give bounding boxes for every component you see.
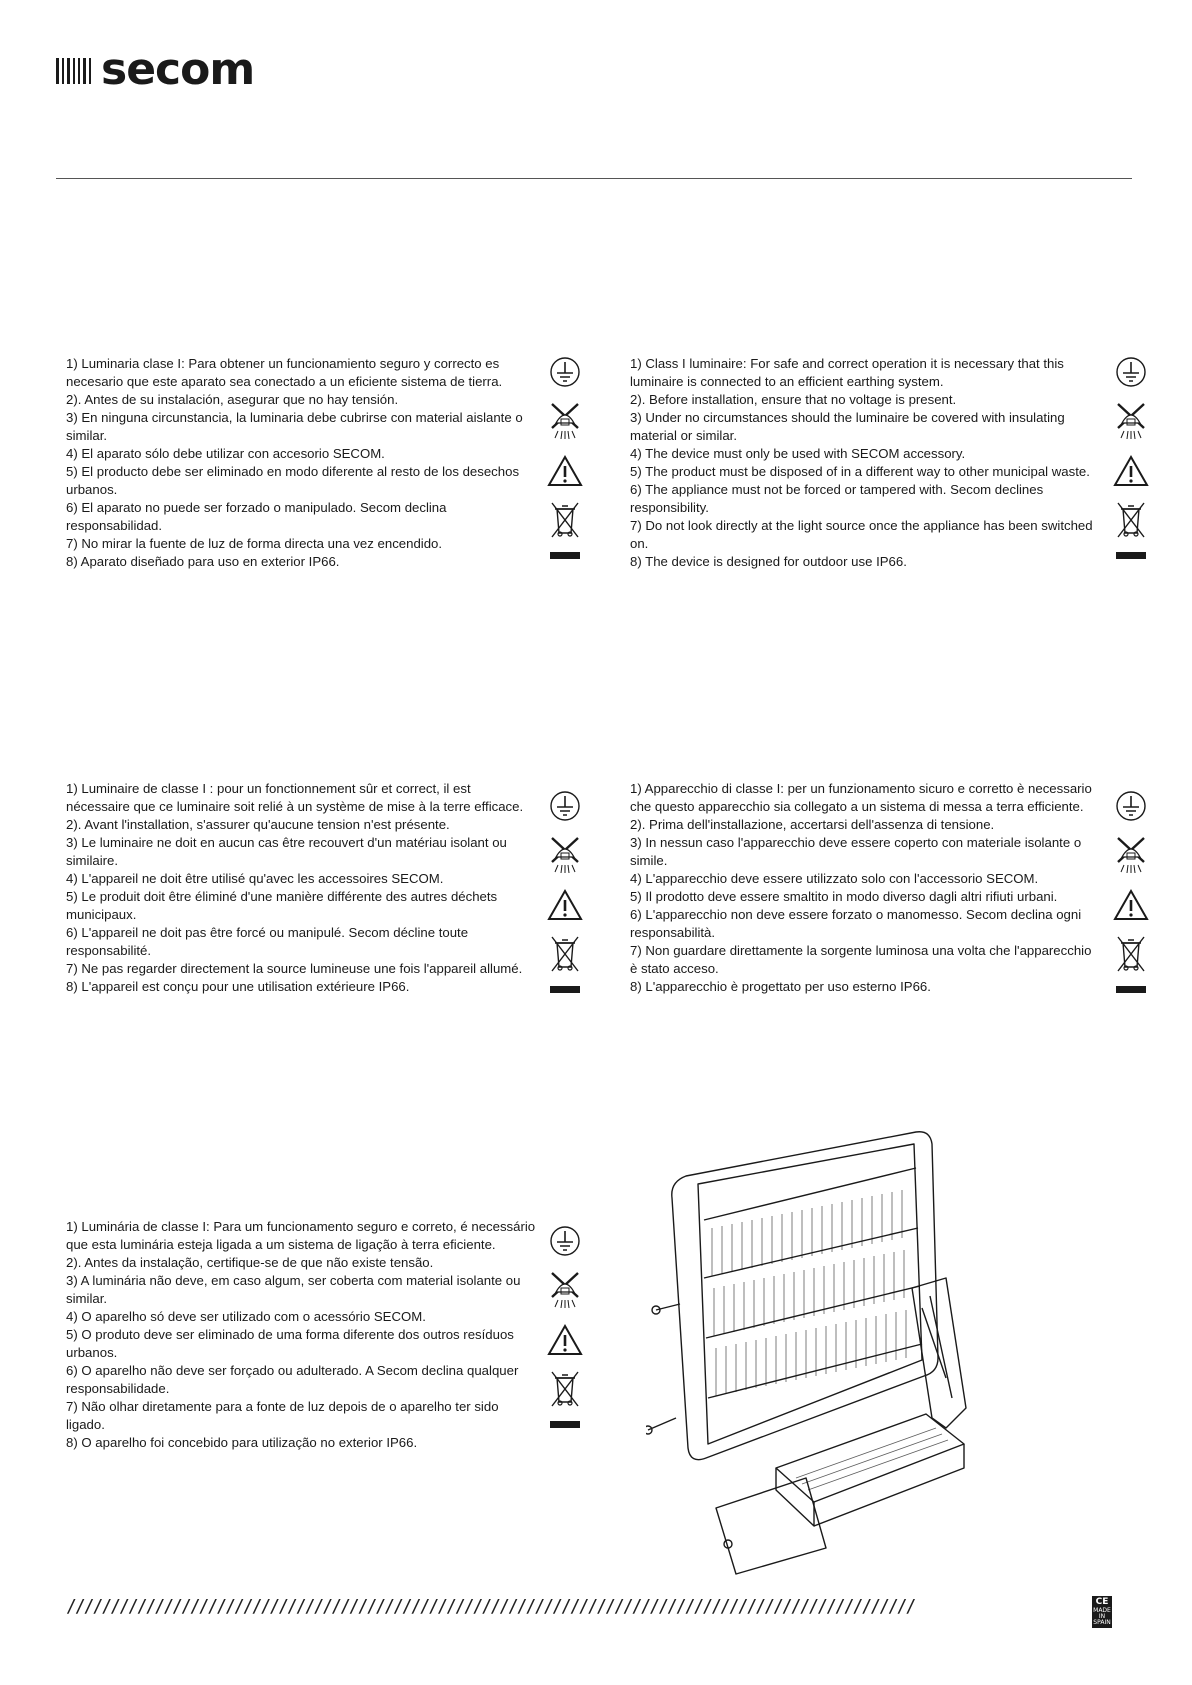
earth-ground-icon (1111, 356, 1151, 393)
header-divider (56, 178, 1132, 179)
instruction-line: 4) The device must only be used with SECOM accessory. (630, 446, 966, 461)
instruction-line: 7) No mirar la fuente de luz de forma directa una vez encendido. (66, 536, 443, 551)
instructions-en (630, 355, 1100, 571)
weee-bin-icon (545, 1370, 585, 1413)
instruction-line: 7) Non guardare direttamente la sorgente luminosa una volta che l'apparecchio è stato acceso. (630, 943, 1092, 976)
ce-mark: CE (1095, 1597, 1109, 1607)
weee-underline-bar (550, 986, 580, 993)
instruction-line: 2). Antes da instalação, certifique-se de que não existe tensão. (66, 1255, 434, 1270)
instruction-line: 8) Aparato diseñado para uso en exterior IP66. (66, 554, 340, 569)
instructions-fr (66, 780, 536, 996)
instruction-line: 8) L'apparecchio è progettato per uso esterno IP66. (630, 979, 931, 994)
safety-icons-it (1111, 790, 1151, 993)
instruction-line: 7) Ne pas regarder directement la source lumineuse une fois l'appareil allumé. (66, 961, 523, 976)
warning-icon (545, 1323, 585, 1362)
warning-icon (545, 888, 585, 927)
no-cover-icon (1111, 401, 1151, 446)
barcode-mark-icon (56, 56, 91, 84)
footer-decorative-slashes: //////////////////////////////////////////////////////////////////////////////////////////////// (66, 1596, 915, 1617)
instruction-line: 6) El aparato no puede ser forzado o manipulado. Secom declina responsabilidad. (66, 500, 447, 533)
warning-icon (1111, 888, 1151, 927)
weee-bin-icon (545, 501, 585, 544)
instruction-line: 1) Luminaria clase I: Para obtener un funcionamiento seguro y correcto es necesario que este aparato sea conectado a un eficiente sistema de tierra. (66, 356, 503, 389)
instruction-line: 8) L'appareil est conçu pour une utilisation extérieure IP66. (66, 979, 410, 994)
instruction-line: 5) O produto deve ser eliminado de uma forma diferente dos outros resíduos urbanos. (66, 1327, 514, 1360)
no-cover-icon (1111, 835, 1151, 880)
instruction-line: 2). Before installation, ensure that no voltage is present. (630, 392, 957, 407)
no-cover-icon (545, 1270, 585, 1315)
floodlight-product-illustration (646, 1128, 1032, 1576)
made-in-label: MADE IN SPAIN (1093, 1607, 1111, 1626)
earth-ground-icon (1111, 790, 1151, 827)
instructions-es (66, 355, 536, 571)
no-cover-icon (545, 835, 585, 880)
safety-icons-pt (545, 1225, 585, 1428)
instruction-line: 6) L'appareil ne doit pas être forcé ou manipulé. Secom décline toute responsabilité. (66, 925, 469, 958)
weee-bin-icon (1111, 501, 1151, 544)
instruction-line: 5) Il prodotto deve essere smaltito in modo diverso dagli altri rifiuti urbani. (630, 889, 1058, 904)
instruction-line: 6) O aparelho não deve ser forçado ou adulterado. A Secom declina qualquer responsabilidade. (66, 1363, 519, 1396)
weee-underline-bar (550, 1421, 580, 1428)
safety-icons-es (545, 356, 585, 559)
instruction-line: 1) Luminária de classe I: Para um funcionamento seguro e correto, é necessário que esta luminária esteja ligada a um sistema de ligação à terra eficiente. (66, 1219, 536, 1252)
instruction-line: 3) En ninguna circunstancia, la luminaria debe cubrirse con material aislante o similar. (66, 410, 523, 443)
instruction-line: 8) O aparelho foi concebido para utilização no exterior IP66. (66, 1435, 418, 1450)
weee-underline-bar (1116, 986, 1146, 993)
weee-bin-icon (545, 935, 585, 978)
instruction-line: 4) L'appareil ne doit être utilisé qu'avec les accessoires SECOM. (66, 871, 444, 886)
instruction-line: 2). Antes de su instalación, asegurar que no hay tensión. (66, 392, 399, 407)
instructions-pt (66, 1218, 536, 1452)
weee-underline-bar (1116, 552, 1146, 559)
instruction-line: 6) The appliance must not be forced or tampered with. Secom declines responsibility. (630, 482, 1044, 515)
weee-underline-bar (550, 552, 580, 559)
instruction-line: 4) O aparelho só deve ser utilizado com o acessório SECOM. (66, 1309, 426, 1324)
instruction-line: 8) The device is designed for outdoor use IP66. (630, 554, 907, 569)
warning-icon (1111, 454, 1151, 493)
instruction-line: 7) Do not look directly at the light source once the appliance has been switched on. (630, 518, 1093, 551)
instruction-line: 7) Não olhar diretamente para a fonte de luz depois de o aparelho ter sido ligado. (66, 1399, 499, 1432)
safety-icons-fr (545, 790, 585, 993)
safety-icons-en (1111, 356, 1151, 559)
earth-ground-icon (545, 790, 585, 827)
brand-logo (56, 44, 255, 95)
instruction-line: 1) Class I luminaire: For safe and correct operation it is necessary that this luminaire is connected to an efficient earthing system. (630, 356, 1064, 389)
instruction-line: 1) Luminaire de classe I : pour un fonctionnement sûr et correct, il est nécessaire que ce luminaire soit relié à un système de mise à la terre efficace. (66, 781, 524, 814)
weee-bin-icon (1111, 935, 1151, 978)
instruction-line: 3) A luminária não deve, em caso algum, ser coberta com material isolante ou similar. (66, 1273, 521, 1306)
instruction-line: 3) Le luminaire ne doit en aucun cas être recouvert d'un matériau isolant ou similaire. (66, 835, 507, 868)
instruction-line: 1) Apparecchio di classe I: per un funzionamento sicuro e corretto è necessario che questo apparecchio sia collegato a un sistema di messa a terra efficiente. (630, 781, 1092, 814)
instruction-line: 6) L'apparecchio non deve essere forzato o manomesso. Secom declina ogni responsabilità. (630, 907, 1082, 940)
instruction-line: 4) El aparato sólo debe utilizar con accesorio SECOM. (66, 446, 385, 461)
instruction-line: 5) El producto debe ser eliminado en modo diferente al resto de los desechos urbanos. (66, 464, 520, 497)
instruction-line: 5) The product must be disposed of in a different way to other municipal waste. (630, 464, 1090, 479)
instruction-line: 3) Under no circumstances should the luminaire be covered with insulating material or similar. (630, 410, 1065, 443)
ce-mark-badge (1092, 1596, 1112, 1628)
instruction-line: 3) In nessun caso l'apparecchio deve essere coperto con materiale isolante o simile. (630, 835, 1082, 868)
instruction-line: 5) Le produit doit être éliminé d'une manière différente des autres déchets municipaux. (66, 889, 498, 922)
earth-ground-icon (545, 1225, 585, 1262)
instructions-it (630, 780, 1100, 996)
instruction-line: 4) L'apparecchio deve essere utilizzato solo con l'accessorio SECOM. (630, 871, 1039, 886)
earth-ground-icon (545, 356, 585, 393)
instruction-line: 2). Avant l'installation, s'assurer qu'aucune tension n'est présente. (66, 817, 450, 832)
instruction-line: 2). Prima dell'installazione, accertarsi dell'assenza di tensione. (630, 817, 995, 832)
brand-name: secom (101, 44, 255, 95)
no-cover-icon (545, 401, 585, 446)
warning-icon (545, 454, 585, 493)
